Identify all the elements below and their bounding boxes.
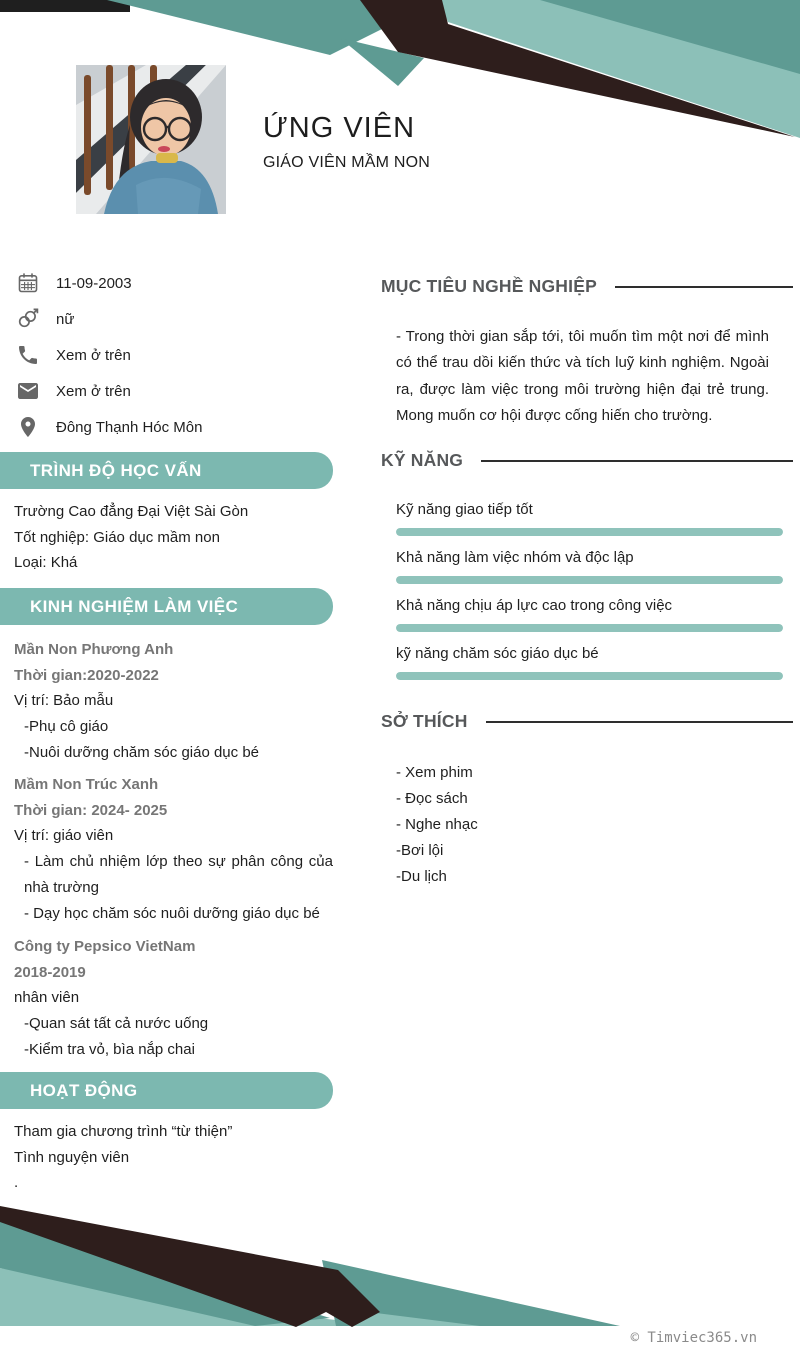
skill-item xyxy=(396,548,783,596)
section-heading-objective xyxy=(381,276,793,297)
job-entry xyxy=(14,772,333,926)
skill-item xyxy=(396,596,783,644)
job-position: Vị trí: Bảo mẫu xyxy=(14,692,114,710)
hobby-item: -Bơi lội xyxy=(396,842,444,859)
job-period: Thời gian: 2024- 2025 xyxy=(14,801,168,819)
skills-heading-text: KỸ NĂNG xyxy=(381,450,464,470)
hobby-item: - Nghe nhạc xyxy=(396,816,478,833)
contact-row-gender xyxy=(14,301,334,337)
skill-item xyxy=(396,500,783,548)
job-detail: -Kiểm tra vỏ, bìa nắp chai xyxy=(24,1040,195,1058)
email-value: Xem ở trên xyxy=(56,382,131,400)
job-entry xyxy=(14,934,333,1063)
objective-text: - Trong thời gian sắp tới, tôi muốn tìm một nơi để mình có thể trau dồi kiến thức và tích luỹ kinh nghiệm. Ngoài ra, được làm việc trong môi trường hiện đại trẻ trung. Mong muốn cơ hội được cống hiến cho trường. xyxy=(396,328,769,425)
activities-content xyxy=(14,1119,334,1196)
gender-icon xyxy=(16,307,40,331)
contact-info xyxy=(14,265,334,445)
education-line: Tốt nghiệp: Giáo dục mầm non xyxy=(14,528,220,546)
job-position: nhân viên xyxy=(14,989,80,1007)
location-icon xyxy=(16,415,40,439)
address-value: Đông Thạnh Hóc Môn xyxy=(56,418,203,436)
job-detail: - Dạy học chăm sóc nuôi dưỡng giáo dục bé xyxy=(24,904,320,922)
skill-label: Khả năng chịu áp lực cao trong công việc xyxy=(396,597,673,614)
skill-bar xyxy=(396,528,783,536)
calendar-icon xyxy=(16,271,40,295)
skill-bar-fill xyxy=(396,576,783,584)
contact-row-address xyxy=(14,409,334,445)
site-credit: © Timviec365.vn xyxy=(630,1330,757,1346)
candidate-name: ỨNG VIÊN xyxy=(263,112,416,144)
heading-rule xyxy=(486,721,793,723)
heading-rule xyxy=(481,460,793,462)
skill-bar-fill xyxy=(396,672,783,680)
skills-list xyxy=(396,500,783,692)
hobby-item: -Du lịch xyxy=(396,868,447,885)
hobbies-list xyxy=(396,760,696,890)
job-company: Mần Non Phương Anh xyxy=(14,641,174,658)
candidate-job-title: GIÁO VIÊN MẦM NON xyxy=(263,154,430,171)
section-heading-hobbies xyxy=(381,711,793,732)
education-line: Trường Cao đẳng Đại Việt Sài Gòn xyxy=(14,503,249,520)
contact-row-email xyxy=(14,373,334,409)
phone-icon xyxy=(16,343,40,367)
job-detail: -Phụ cô giáo xyxy=(24,718,109,736)
job-detail: -Nuôi dưỡng chăm sóc giáo dục bé xyxy=(24,743,260,761)
education-content xyxy=(14,499,334,576)
hobbies-heading-text: SỞ THÍCH xyxy=(381,711,468,731)
job-company: Mầm Non Trúc Xanh xyxy=(14,776,159,793)
skill-bar-fill xyxy=(396,528,783,536)
skill-bar-fill xyxy=(396,624,783,632)
hobby-item: - Đọc sách xyxy=(396,790,468,807)
skill-bar xyxy=(396,624,783,632)
birthday-value: 11-09-2003 xyxy=(56,274,132,292)
activity-line: . xyxy=(14,1174,19,1192)
job-company: Công ty Pepsico VietNam xyxy=(14,938,196,955)
job-detail: - Làm chủ nhiệm lớp theo sự phân công của nhà trường xyxy=(24,853,333,896)
skill-label: Khả năng làm việc nhóm và độc lập xyxy=(396,549,634,566)
section-banner-activities: HOẠT ĐỘNG xyxy=(0,1072,333,1109)
skill-item xyxy=(396,644,783,692)
section-heading-skills xyxy=(381,450,793,471)
hobby-item: - Xem phim xyxy=(396,764,473,781)
gender-value: nữ xyxy=(56,310,75,328)
section-banner-experience: KINH NGHIỆM LÀM VIỆC xyxy=(0,588,333,625)
job-entry xyxy=(14,637,333,766)
job-period: 2018-2019 xyxy=(14,963,86,981)
activity-line: Tình nguyện viên xyxy=(14,1148,130,1166)
phone-value: Xem ở trên xyxy=(56,346,131,364)
email-icon xyxy=(16,379,40,403)
heading-rule xyxy=(615,286,793,288)
job-position: Vị trí: giáo viên xyxy=(14,827,114,845)
skill-bar xyxy=(396,576,783,584)
profile-photo xyxy=(76,65,226,214)
job-period: Thời gian:2020-2022 xyxy=(14,666,159,684)
skill-bar xyxy=(396,672,783,680)
skill-label: Kỹ năng giao tiếp tốt xyxy=(396,501,533,518)
contact-row-birthday xyxy=(14,265,334,301)
job-detail: -Quan sát tất cả nước uống xyxy=(24,1015,209,1033)
activity-line: Tham gia chương trình “từ thiện” xyxy=(14,1123,233,1140)
skill-label: kỹ năng chăm sóc giáo dục bé xyxy=(396,645,599,662)
contact-row-phone xyxy=(14,337,334,373)
education-line: Loại: Khá xyxy=(14,554,78,572)
objective-heading-text: MỤC TIÊU NGHỀ NGHIỆP xyxy=(381,276,597,296)
section-banner-education: TRÌNH ĐỘ HỌC VẤN xyxy=(0,452,333,489)
